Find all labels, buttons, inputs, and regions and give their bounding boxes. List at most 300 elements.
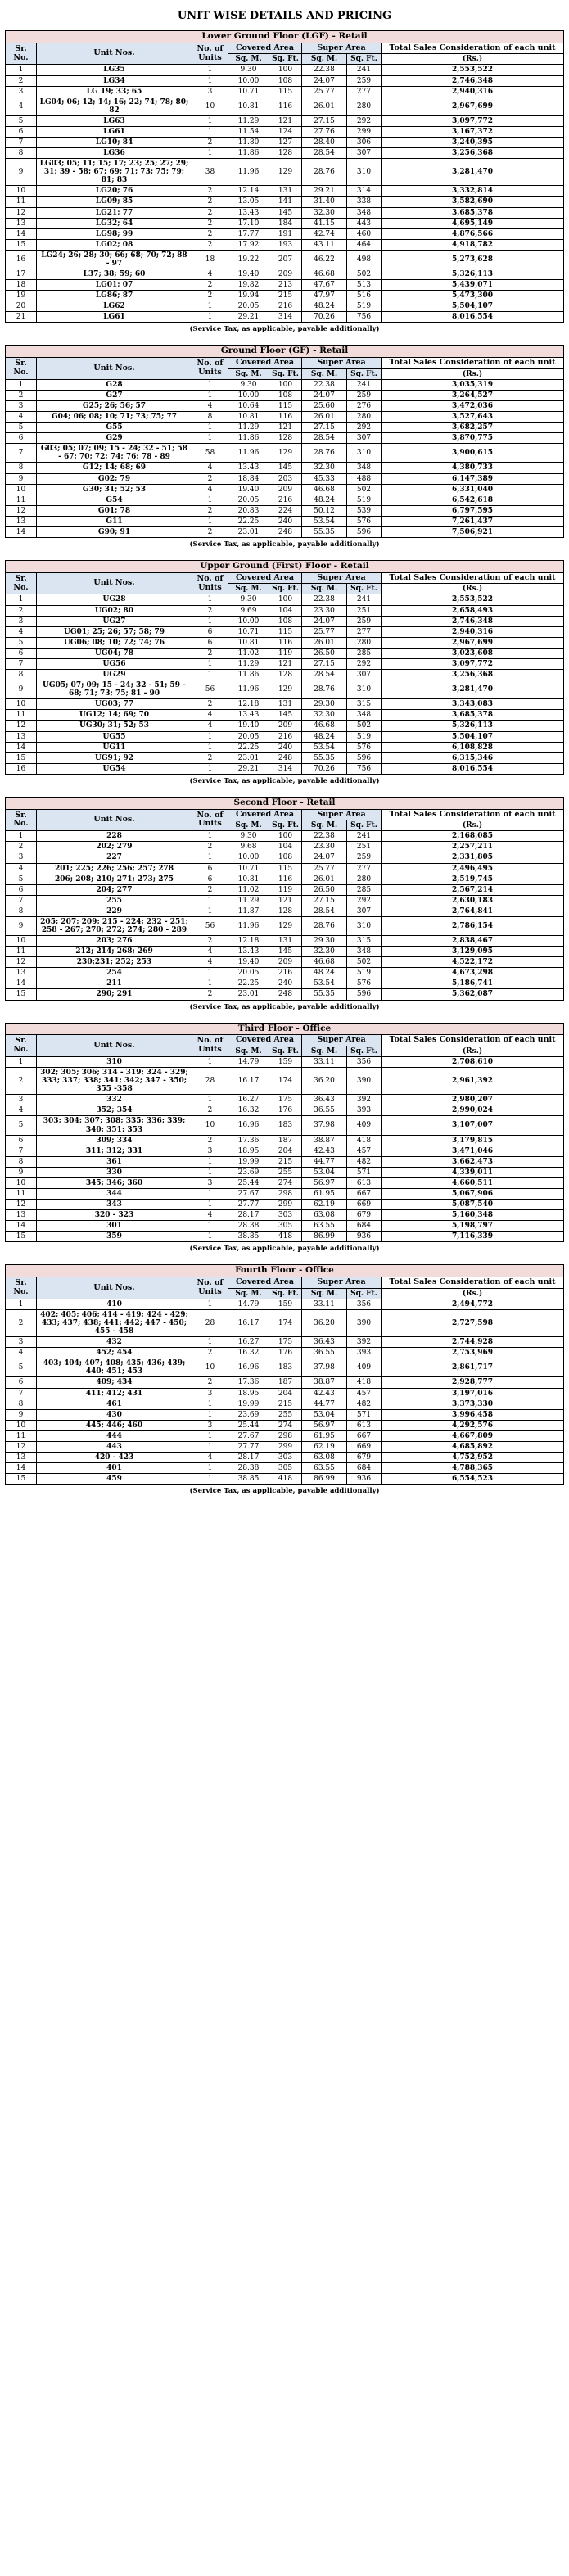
unit-nos-cell: LG01; 07 bbox=[37, 280, 192, 291]
covered-sqm-cell: 10.81 bbox=[228, 412, 269, 423]
units-count-cell: 1 bbox=[192, 742, 228, 752]
unit-nos-cell: G55 bbox=[37, 423, 192, 433]
units-count-cell: 56 bbox=[192, 680, 228, 699]
super-sqm-cell: 26.01 bbox=[302, 412, 347, 423]
units-count-cell: 4 bbox=[192, 721, 228, 731]
header-unit-nos: Unit Nos. bbox=[37, 1035, 192, 1057]
covered-sqm-cell: 11.54 bbox=[228, 126, 269, 137]
header-sq-ft: Sq. Ft. bbox=[347, 584, 382, 594]
super-sqm-cell: 26.01 bbox=[302, 637, 347, 648]
covered-sqm-cell: 12.18 bbox=[228, 699, 269, 710]
price-cell: 4,380,733 bbox=[382, 463, 564, 473]
covered-sqm-cell: 29.21 bbox=[228, 312, 269, 323]
covered-sqm-cell: 16.32 bbox=[228, 1105, 269, 1116]
super-sqm-cell: 36.55 bbox=[302, 1348, 347, 1358]
price-cell: 3,256,368 bbox=[382, 670, 564, 680]
super-sqm-cell: 48.24 bbox=[302, 968, 347, 978]
table-row bbox=[6, 1146, 564, 1156]
super-sqft-cell: 310 bbox=[347, 159, 382, 186]
price-cell: 2,753,969 bbox=[382, 1348, 564, 1358]
super-sqm-cell: 86.99 bbox=[302, 1232, 347, 1242]
price-cell: 3,996,458 bbox=[382, 1409, 564, 1420]
covered-sqft-cell: 121 bbox=[269, 423, 302, 433]
super-sqft-cell: 292 bbox=[347, 658, 382, 669]
covered-sqft-cell: 145 bbox=[269, 207, 302, 218]
header-total-sales: Total Sales Consideration of each unit bbox=[382, 809, 564, 820]
super-sqm-cell: 32.30 bbox=[302, 947, 347, 957]
sections-container bbox=[5, 30, 564, 1500]
sr-no-cell: 5 bbox=[6, 874, 37, 884]
unit-nos-cell: G27 bbox=[37, 390, 192, 400]
covered-sqm-cell: 11.02 bbox=[228, 884, 269, 895]
units-count-cell: 1 bbox=[192, 831, 228, 842]
units-count-cell: 1 bbox=[192, 312, 228, 323]
sr-no-cell: 1 bbox=[6, 594, 37, 605]
table-row bbox=[6, 433, 564, 444]
covered-sqm-cell: 16.27 bbox=[228, 1095, 269, 1105]
unit-nos-cell: L37; 38; 59; 60 bbox=[37, 269, 192, 280]
sr-no-cell: 5 bbox=[6, 423, 37, 433]
price-cell: 2,967,699 bbox=[382, 97, 564, 115]
super-sqm-cell: 47.67 bbox=[302, 280, 347, 291]
unit-nos-cell: LG32; 64 bbox=[37, 218, 192, 228]
table-row bbox=[6, 742, 564, 752]
covered-sqft-cell: 127 bbox=[269, 138, 302, 148]
table-row bbox=[6, 1200, 564, 1210]
pricing-table bbox=[5, 1264, 564, 1485]
price-cell: 3,582,690 bbox=[382, 197, 564, 207]
covered-sqm-cell: 10.00 bbox=[228, 616, 269, 626]
price-cell: 2,861,717 bbox=[382, 1358, 564, 1377]
units-count-cell: 2 bbox=[192, 1105, 228, 1116]
sr-no-cell: 16 bbox=[6, 250, 37, 269]
super-sqft-cell: 280 bbox=[347, 97, 382, 115]
price-cell: 5,326,113 bbox=[382, 269, 564, 280]
super-sqft-cell: 310 bbox=[347, 916, 382, 935]
super-sqft-cell: 299 bbox=[347, 126, 382, 137]
unit-nos-cell: G29 bbox=[37, 433, 192, 444]
unit-nos-cell: G30; 31; 52; 53 bbox=[37, 484, 192, 495]
super-sqft-cell: 457 bbox=[347, 1146, 382, 1156]
covered-sqft-cell: 299 bbox=[269, 1200, 302, 1210]
table-row bbox=[6, 670, 564, 680]
units-count-cell: 4 bbox=[192, 1453, 228, 1463]
floor-section bbox=[5, 797, 564, 1016]
table-row bbox=[6, 594, 564, 605]
price-cell: 2,940,316 bbox=[382, 626, 564, 637]
covered-sqft-cell: 115 bbox=[269, 86, 302, 97]
super-sqm-cell: 53.04 bbox=[302, 1409, 347, 1420]
units-count-cell: 2 bbox=[192, 473, 228, 484]
table-row bbox=[6, 731, 564, 742]
sr-no-cell: 9 bbox=[6, 1167, 37, 1177]
super-sqft-cell: 576 bbox=[347, 742, 382, 752]
sr-no-cell: 8 bbox=[6, 670, 37, 680]
header-total-sales: Total Sales Consideration of each unit bbox=[382, 1035, 564, 1046]
unit-nos-cell: G90; 91 bbox=[37, 526, 192, 537]
price-cell: 3,471,046 bbox=[382, 1146, 564, 1156]
units-count-cell: 1 bbox=[192, 390, 228, 400]
header-unit-nos: Unit Nos. bbox=[37, 572, 192, 594]
covered-sqm-cell: 20.05 bbox=[228, 495, 269, 505]
covered-sqm-cell: 27.77 bbox=[228, 1200, 269, 1210]
units-count-cell: 28 bbox=[192, 1309, 228, 1336]
price-cell: 2,567,214 bbox=[382, 884, 564, 895]
super-sqft-cell: 418 bbox=[347, 1377, 382, 1388]
sr-no-cell: 14 bbox=[6, 228, 37, 239]
sr-no-cell: 5 bbox=[6, 1358, 37, 1377]
price-cell: 3,281,470 bbox=[382, 159, 564, 186]
covered-sqft-cell: 248 bbox=[269, 526, 302, 537]
unit-nos-cell: LG03; 05; 11; 15; 17; 23; 25; 27; 29; 31; 39 - 58; 67; 69; 71; 73; 75; 79; 81; 83 bbox=[37, 159, 192, 186]
covered-sqm-cell: 23.01 bbox=[228, 526, 269, 537]
sr-no-cell: 12 bbox=[6, 1200, 37, 1210]
table-row bbox=[6, 379, 564, 390]
covered-sqft-cell: 104 bbox=[269, 605, 302, 616]
unit-nos-cell: 290; 291 bbox=[37, 989, 192, 1000]
table-row bbox=[6, 197, 564, 207]
price-cell: 2,990,024 bbox=[382, 1105, 564, 1116]
price-cell: 3,167,372 bbox=[382, 126, 564, 137]
price-cell: 6,147,389 bbox=[382, 473, 564, 484]
units-count-cell: 6 bbox=[192, 637, 228, 648]
unit-nos-cell: 452; 454 bbox=[37, 1348, 192, 1358]
table-row bbox=[6, 1474, 564, 1485]
service-tax-note: (Service Tax, as applicable, payable additionally) bbox=[189, 1245, 380, 1254]
price-cell: 3,035,319 bbox=[382, 379, 564, 390]
unit-nos-cell: LG63 bbox=[37, 115, 192, 126]
super-sqft-cell: 464 bbox=[347, 239, 382, 250]
covered-sqft-cell: 128 bbox=[269, 906, 302, 916]
covered-sqm-cell: 23.01 bbox=[228, 752, 269, 763]
covered-sqft-cell: 100 bbox=[269, 65, 302, 75]
table-row bbox=[6, 1430, 564, 1441]
covered-sqm-cell: 11.86 bbox=[228, 670, 269, 680]
super-sqft-cell: 519 bbox=[347, 301, 382, 312]
super-sqm-cell: 36.43 bbox=[302, 1095, 347, 1105]
covered-sqm-cell: 10.71 bbox=[228, 863, 269, 874]
covered-sqft-cell: 174 bbox=[269, 1068, 302, 1095]
sr-no-cell: 9 bbox=[6, 159, 37, 186]
units-count-cell: 1 bbox=[192, 1095, 228, 1105]
super-sqft-cell: 393 bbox=[347, 1105, 382, 1116]
super-sqm-cell: 36.20 bbox=[302, 1309, 347, 1336]
price-cell: 4,522,172 bbox=[382, 957, 564, 968]
price-cell: 3,097,772 bbox=[382, 115, 564, 126]
covered-sqm-cell: 12.18 bbox=[228, 936, 269, 947]
super-sqft-cell: 519 bbox=[347, 731, 382, 742]
units-count-cell: 1 bbox=[192, 895, 228, 906]
header-no-of-units: No. of Units bbox=[192, 358, 228, 380]
floor-section bbox=[5, 345, 564, 554]
table-row bbox=[6, 874, 564, 884]
covered-sqft-cell: 119 bbox=[269, 648, 302, 658]
sr-no-cell: 5 bbox=[6, 1116, 37, 1135]
units-count-cell: 2 bbox=[192, 218, 228, 228]
header-sq-m: Sq. M. bbox=[302, 584, 347, 594]
table-row bbox=[6, 605, 564, 616]
super-sqm-cell: 62.19 bbox=[302, 1441, 347, 1452]
table-row bbox=[6, 989, 564, 1000]
unit-nos-cell: UG03; 77 bbox=[37, 699, 192, 710]
super-sqm-cell: 22.38 bbox=[302, 594, 347, 605]
covered-sqm-cell: 19.99 bbox=[228, 1156, 269, 1167]
header-unit-nos: Unit Nos. bbox=[37, 1277, 192, 1299]
page-title: UNIT WISE DETAILS AND PRICING bbox=[177, 10, 392, 22]
super-sqm-cell: 36.20 bbox=[302, 1068, 347, 1095]
covered-sqft-cell: 100 bbox=[269, 379, 302, 390]
covered-sqm-cell: 10.81 bbox=[228, 637, 269, 648]
covered-sqm-cell: 19.82 bbox=[228, 280, 269, 291]
price-cell: 4,660,511 bbox=[382, 1177, 564, 1188]
header-super-area: Super Area bbox=[302, 572, 382, 584]
super-sqft-cell: 251 bbox=[347, 605, 382, 616]
super-sqft-cell: 409 bbox=[347, 1358, 382, 1377]
header-sr-no: Sr. No. bbox=[6, 572, 37, 594]
table-row bbox=[6, 763, 564, 774]
table-row bbox=[6, 947, 564, 957]
super-sqft-cell: 519 bbox=[347, 495, 382, 505]
price-cell: 2,940,316 bbox=[382, 86, 564, 97]
table-row bbox=[6, 423, 564, 433]
sr-no-cell: 2 bbox=[6, 605, 37, 616]
unit-nos-cell: LG86; 87 bbox=[37, 291, 192, 301]
table-row bbox=[6, 159, 564, 186]
table-row bbox=[6, 484, 564, 495]
units-count-cell: 2 bbox=[192, 605, 228, 616]
units-count-cell: 2 bbox=[192, 138, 228, 148]
price-cell: 6,315,346 bbox=[382, 752, 564, 763]
covered-sqft-cell: 100 bbox=[269, 594, 302, 605]
super-sqft-cell: 679 bbox=[347, 1453, 382, 1463]
header-sq-ft: Sq. Ft. bbox=[347, 1046, 382, 1056]
units-count-cell: 2 bbox=[192, 752, 228, 763]
super-sqft-cell: 576 bbox=[347, 978, 382, 989]
super-sqm-cell: 26.50 bbox=[302, 648, 347, 658]
sr-no-cell: 2 bbox=[6, 1068, 37, 1095]
table-row bbox=[6, 126, 564, 137]
price-cell: 2,494,772 bbox=[382, 1299, 564, 1309]
unit-nos-cell: 420 - 423 bbox=[37, 1453, 192, 1463]
unit-nos-cell: 361 bbox=[37, 1156, 192, 1167]
unit-nos-cell: UG12; 14; 69; 70 bbox=[37, 710, 192, 721]
units-count-cell: 1 bbox=[192, 1200, 228, 1210]
header-sr-no: Sr. No. bbox=[6, 1277, 37, 1299]
units-count-cell: 1 bbox=[192, 978, 228, 989]
sr-no-cell: 2 bbox=[6, 1309, 37, 1336]
sr-no-cell: 1 bbox=[6, 379, 37, 390]
table-row bbox=[6, 852, 564, 863]
super-sqm-cell: 32.30 bbox=[302, 710, 347, 721]
covered-sqm-cell: 11.96 bbox=[228, 159, 269, 186]
service-tax-note: (Service Tax, as applicable, payable additionally) bbox=[189, 1002, 380, 1011]
units-count-cell: 2 bbox=[192, 699, 228, 710]
unit-nos-cell: G28 bbox=[37, 379, 192, 390]
header-rs: (Rs.) bbox=[382, 820, 564, 831]
covered-sqft-cell: 209 bbox=[269, 957, 302, 968]
covered-sqft-cell: 213 bbox=[269, 280, 302, 291]
unit-nos-cell: 230;231; 252; 253 bbox=[37, 957, 192, 968]
table-row bbox=[6, 1453, 564, 1463]
table-row bbox=[6, 228, 564, 239]
units-count-cell: 1 bbox=[192, 65, 228, 75]
header-covered-area: Covered Area bbox=[228, 1277, 302, 1289]
super-sqft-cell: 259 bbox=[347, 390, 382, 400]
covered-sqft-cell: 176 bbox=[269, 1105, 302, 1116]
unit-nos-cell: G01; 78 bbox=[37, 505, 192, 516]
sr-no-cell: 12 bbox=[6, 505, 37, 516]
covered-sqm-cell: 18.95 bbox=[228, 1388, 269, 1399]
units-count-cell: 2 bbox=[192, 280, 228, 291]
section-title: Upper Ground (First) Floor - Retail bbox=[6, 561, 564, 573]
sr-no-cell: 14 bbox=[6, 742, 37, 752]
units-count-cell: 1 bbox=[192, 379, 228, 390]
price-cell: 2,257,211 bbox=[382, 842, 564, 852]
super-sqm-cell: 43.11 bbox=[302, 239, 347, 250]
units-count-cell: 28 bbox=[192, 1068, 228, 1095]
covered-sqft-cell: 175 bbox=[269, 1095, 302, 1105]
unit-nos-cell: 345; 346; 360 bbox=[37, 1177, 192, 1188]
header-sq-m: Sq. M. bbox=[302, 54, 347, 65]
covered-sqft-cell: 209 bbox=[269, 721, 302, 731]
covered-sqm-cell: 10.00 bbox=[228, 390, 269, 400]
price-cell: 5,273,628 bbox=[382, 250, 564, 269]
sr-no-cell: 12 bbox=[6, 207, 37, 218]
covered-sqft-cell: 274 bbox=[269, 1177, 302, 1188]
unit-nos-cell: LG34 bbox=[37, 75, 192, 86]
sr-no-cell: 4 bbox=[6, 1348, 37, 1358]
super-sqm-cell: 50.12 bbox=[302, 505, 347, 516]
covered-sqm-cell: 11.80 bbox=[228, 138, 269, 148]
super-sqft-cell: 280 bbox=[347, 874, 382, 884]
unit-nos-cell: 211 bbox=[37, 978, 192, 989]
super-sqft-cell: 306 bbox=[347, 138, 382, 148]
super-sqm-cell: 42.43 bbox=[302, 1388, 347, 1399]
unit-nos-cell: 255 bbox=[37, 895, 192, 906]
unit-nos-cell: UG04; 78 bbox=[37, 648, 192, 658]
covered-sqft-cell: 108 bbox=[269, 390, 302, 400]
sr-no-cell: 7 bbox=[6, 138, 37, 148]
units-count-cell: 1 bbox=[192, 658, 228, 669]
price-cell: 2,630,183 bbox=[382, 895, 564, 906]
super-sqft-cell: 513 bbox=[347, 280, 382, 291]
super-sqft-cell: 502 bbox=[347, 269, 382, 280]
covered-sqm-cell: 14.79 bbox=[228, 1056, 269, 1067]
sr-no-cell: 4 bbox=[6, 412, 37, 423]
covered-sqm-cell: 27.67 bbox=[228, 1188, 269, 1199]
covered-sqm-cell: 16.17 bbox=[228, 1068, 269, 1095]
super-sqft-cell: 571 bbox=[347, 1409, 382, 1420]
super-sqm-cell: 28.76 bbox=[302, 159, 347, 186]
units-count-cell: 2 bbox=[192, 526, 228, 537]
super-sqft-cell: 276 bbox=[347, 401, 382, 412]
super-sqm-cell: 46.68 bbox=[302, 484, 347, 495]
price-cell: 8,016,554 bbox=[382, 763, 564, 774]
super-sqft-cell: 277 bbox=[347, 863, 382, 874]
section-title: Fourth Floor - Office bbox=[6, 1265, 564, 1277]
super-sqm-cell: 22.38 bbox=[302, 65, 347, 75]
super-sqft-cell: 310 bbox=[347, 680, 382, 699]
covered-sqft-cell: 209 bbox=[269, 269, 302, 280]
price-cell: 2,708,610 bbox=[382, 1056, 564, 1067]
units-count-cell: 1 bbox=[192, 616, 228, 626]
super-sqm-cell: 27.15 bbox=[302, 895, 347, 906]
unit-nos-cell: 320 - 323 bbox=[37, 1210, 192, 1221]
super-sqm-cell: 63.55 bbox=[302, 1221, 347, 1232]
price-cell: 2,519,745 bbox=[382, 874, 564, 884]
super-sqm-cell: 70.26 bbox=[302, 763, 347, 774]
unit-nos-cell: LG24; 26; 28; 30; 66; 68; 70; 72; 88 - 97 bbox=[37, 250, 192, 269]
covered-sqft-cell: 303 bbox=[269, 1210, 302, 1221]
table-row bbox=[6, 1095, 564, 1105]
super-sqft-cell: 307 bbox=[347, 148, 382, 159]
sr-no-cell: 15 bbox=[6, 752, 37, 763]
covered-sqm-cell: 14.79 bbox=[228, 1299, 269, 1309]
covered-sqft-cell: 121 bbox=[269, 895, 302, 906]
covered-sqft-cell: 240 bbox=[269, 516, 302, 526]
header-sq-ft: Sq. Ft. bbox=[269, 584, 302, 594]
covered-sqm-cell: 19.40 bbox=[228, 721, 269, 731]
unit-nos-cell: LG04; 06; 12; 14; 16; 22; 74; 78; 80; 82 bbox=[37, 97, 192, 115]
header-sq-m: Sq. M. bbox=[302, 1288, 347, 1299]
units-count-cell: 4 bbox=[192, 401, 228, 412]
units-count-cell: 2 bbox=[192, 197, 228, 207]
price-cell: 3,685,378 bbox=[382, 710, 564, 721]
header-sq-ft: Sq. Ft. bbox=[269, 820, 302, 831]
super-sqm-cell: 37.98 bbox=[302, 1116, 347, 1135]
super-sqft-cell: 292 bbox=[347, 423, 382, 433]
table-row bbox=[6, 218, 564, 228]
table-row bbox=[6, 1409, 564, 1420]
sr-no-cell: 9 bbox=[6, 916, 37, 935]
price-cell: 5,326,113 bbox=[382, 721, 564, 731]
covered-sqft-cell: 116 bbox=[269, 874, 302, 884]
unit-nos-cell: 203; 276 bbox=[37, 936, 192, 947]
covered-sqm-cell: 11.02 bbox=[228, 648, 269, 658]
super-sqft-cell: 502 bbox=[347, 721, 382, 731]
units-count-cell: 38 bbox=[192, 159, 228, 186]
covered-sqft-cell: 145 bbox=[269, 947, 302, 957]
super-sqft-cell: 390 bbox=[347, 1068, 382, 1095]
unit-nos-cell: 445; 446; 460 bbox=[37, 1420, 192, 1430]
header-sq-m: Sq. M. bbox=[302, 820, 347, 831]
table-row bbox=[6, 1156, 564, 1167]
super-sqm-cell: 25.77 bbox=[302, 863, 347, 874]
price-cell: 4,752,952 bbox=[382, 1453, 564, 1463]
floor-section bbox=[5, 30, 564, 338]
covered-sqft-cell: 215 bbox=[269, 1156, 302, 1167]
covered-sqft-cell: 115 bbox=[269, 626, 302, 637]
covered-sqm-cell: 13.43 bbox=[228, 947, 269, 957]
covered-sqm-cell: 38.85 bbox=[228, 1232, 269, 1242]
units-count-cell: 1 bbox=[192, 516, 228, 526]
super-sqft-cell: 259 bbox=[347, 616, 382, 626]
section-title: Third Floor - Office bbox=[6, 1023, 564, 1035]
sr-no-cell: 1 bbox=[6, 1299, 37, 1309]
covered-sqft-cell: 128 bbox=[269, 433, 302, 444]
table-row bbox=[6, 721, 564, 731]
units-count-cell: 1 bbox=[192, 1188, 228, 1199]
super-sqm-cell: 42.43 bbox=[302, 1146, 347, 1156]
covered-sqm-cell: 16.17 bbox=[228, 1309, 269, 1336]
table-row bbox=[6, 1210, 564, 1221]
units-count-cell: 1 bbox=[192, 852, 228, 863]
super-sqm-cell: 63.08 bbox=[302, 1210, 347, 1221]
table-row bbox=[6, 1299, 564, 1309]
covered-sqft-cell: 203 bbox=[269, 473, 302, 484]
covered-sqm-cell: 16.96 bbox=[228, 1358, 269, 1377]
table-row bbox=[6, 680, 564, 699]
